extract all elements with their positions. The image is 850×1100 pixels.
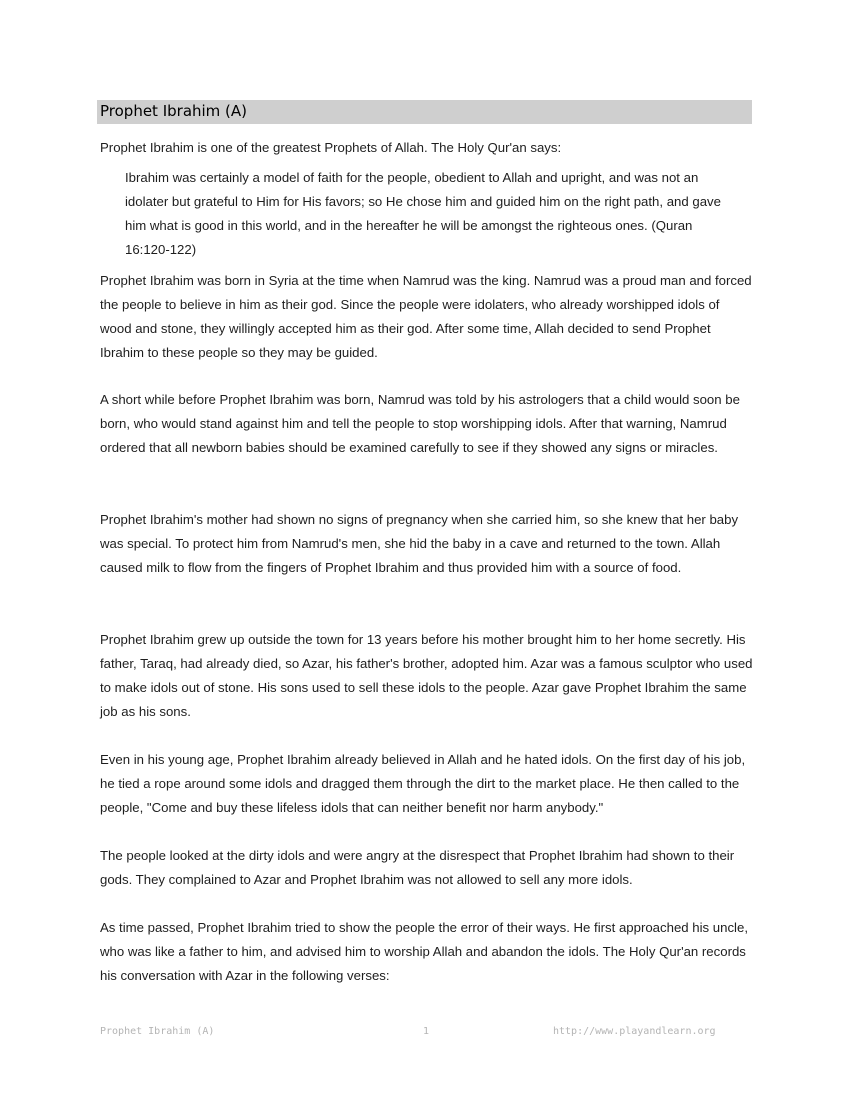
- title-bar: [97, 100, 752, 124]
- paragraph-astrologers: A short while before Prophet Ibrahim was born, Namrud was told by his astrologers that a child would soon be born, who would stand against him and tell the people to stop worshipping idols. After that warning, Namrud ordered that all newborn babies should be examined carefully to see if they showed any signs or miracles.: [100, 392, 740, 455]
- footer-page-number: 1: [423, 1026, 430, 1037]
- quran-quote: Ibrahim was certainly a model of faith for the people, obedient to Allah and upright, and was not an idolater but grateful to Him for His favors; so He chose him and guided him on the right path, and gave him what is good in this world, and in the hereafter he will be amongst the righteous ones. (Quran 16:120-122): [125, 170, 721, 257]
- paragraph-mother: Prophet Ibrahim's mother had shown no signs of pregnancy when she carried him, so she knew that her baby was special. To protect him from Namrud's men, she hid the baby in a cave and returned to the town. Allah caused milk to flow from the fingers of Prophet Ibrahim and thus provided him with a source of food.: [100, 512, 739, 575]
- paragraph-first-job: Even in his young age, Prophet Ibrahim already believed in Allah and he hated idols. On the first day of his job, he tied a rope around some idols and dragged them through the dirt to the market place. He then called to the people, "Come and buy these lifeless idols that can neither benefit nor harm anybody.": [100, 752, 746, 815]
- paragraph-childhood: Prophet Ibrahim grew up outside the town for 13 years before his mother brought him to her home secretly. His father, Taraq, had already died, so Azar, his father's brother, adopted him. Azar was a famous sculptor who used to make idols out of stone. His sons used to sell these idols to the people. Azar gave Prophet Ibrahim the same job as his sons.: [100, 632, 753, 719]
- paragraph-uncle: As time passed, Prophet Ibrahim tried to show the people the error of their ways. He first approached his uncle, who was like a father to him, and advised him to worship Allah and abandon the idols. The Holy Qur'an records his conversation with Azar in the following verses:: [100, 920, 748, 983]
- page-title: Prophet Ibrahim (A): [100, 102, 248, 120]
- intro-paragraph: Prophet Ibrahim is one of the greatest Prophets of Allah. The Holy Qur'an says:: [100, 140, 562, 155]
- paragraph-dirty-idols: The people looked at the dirty idols and were angry at the disrespect that Prophet Ibrahim had shown to their gods. They complained to Azar and Prophet Ibrahim was not allowed to sell any more idols.: [100, 848, 735, 887]
- footer-title: Prophet Ibrahim (A): [100, 1026, 215, 1037]
- paragraph-birth: Prophet Ibrahim was born in Syria at the time when Namrud was the king. Namrud was a proud man and forced the people to believe in him as their god. Since the people were idolaters, who already worshipped idols of wood and stone, they willingly accepted him as their god. After some time, Allah decided to send Prophet Ibrahim to these people so they may be guided.: [100, 273, 752, 360]
- footer-url: http://www.playandlearn.org: [553, 1026, 716, 1037]
